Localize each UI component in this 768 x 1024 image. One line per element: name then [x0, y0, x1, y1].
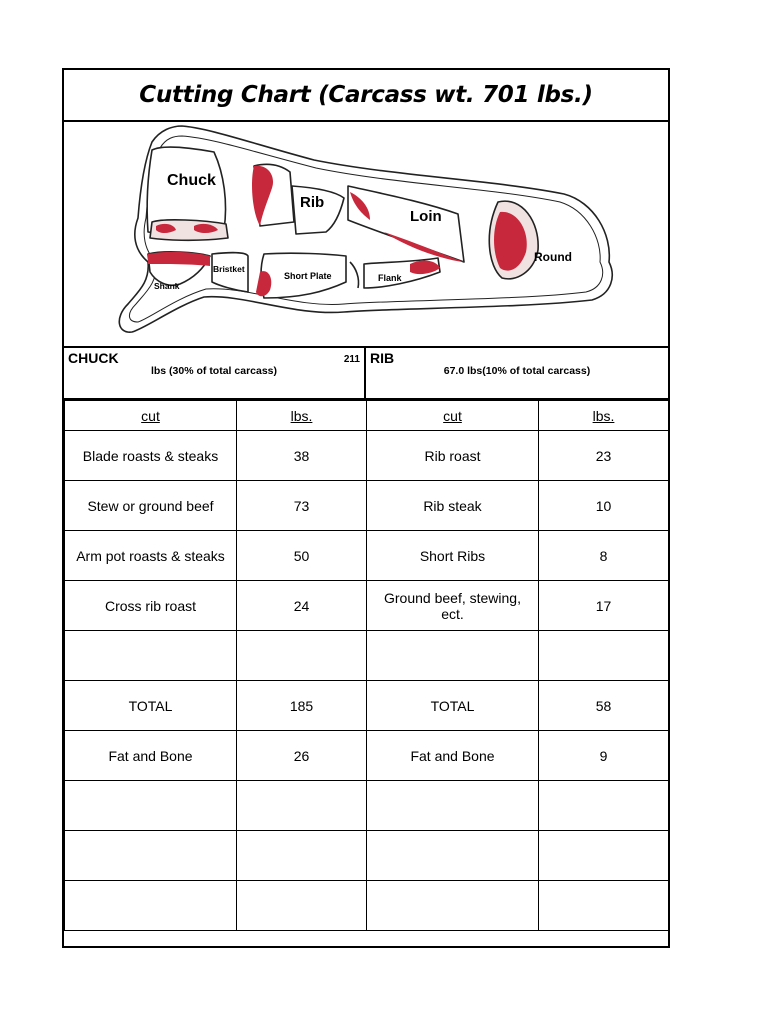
table-row	[367, 481, 669, 531]
lbs-cell: 50	[237, 531, 367, 581]
carcass-illustration	[64, 122, 668, 346]
loin-cut	[348, 186, 464, 262]
table-row	[65, 431, 367, 481]
table-row	[367, 581, 669, 631]
table-row	[65, 731, 367, 781]
cut-cell	[367, 881, 539, 931]
lbs-cell	[237, 831, 367, 881]
lbs-cell: 17	[539, 581, 669, 631]
cut-cell	[65, 631, 237, 681]
label-shank: Shank	[154, 281, 180, 291]
chuck-section-name: CHUCK	[68, 350, 119, 366]
title-row	[64, 70, 668, 122]
lbs-cell: 8	[539, 531, 669, 581]
table-row	[367, 631, 669, 681]
table-row	[65, 581, 367, 631]
table-row	[367, 881, 669, 931]
column-header-cut: cut	[367, 401, 539, 431]
label-short-plate: Short Plate	[284, 271, 332, 281]
chuck-table	[64, 400, 367, 931]
lbs-cell: 73	[237, 481, 367, 531]
cut-cell: TOTAL	[367, 681, 539, 731]
lbs-cell	[539, 881, 669, 931]
lbs-cell	[237, 781, 367, 831]
lbs-cell: 10	[539, 481, 669, 531]
column-header-lbs: lbs.	[539, 401, 669, 431]
rib-section-name: RIB	[370, 350, 395, 366]
cut-cell	[367, 831, 539, 881]
cutting-chart-sheet	[62, 68, 670, 948]
lbs-cell: 38	[237, 431, 367, 481]
cut-cell: Blade roasts & steaks	[65, 431, 237, 481]
cut-cell	[367, 781, 539, 831]
label-flank: Flank	[378, 273, 402, 283]
lbs-cell: 185	[237, 681, 367, 731]
cut-cell	[65, 831, 237, 881]
cut-cell	[65, 781, 237, 831]
cut-cell: Fat and Bone	[65, 731, 237, 781]
lbs-cell: 24	[237, 581, 367, 631]
label-round: Round	[534, 250, 572, 264]
table-row	[65, 631, 367, 681]
carcass-diagram	[64, 122, 668, 348]
cut-cell: Arm pot roasts & steaks	[65, 531, 237, 581]
cut-cell: Rib steak	[367, 481, 539, 531]
rib-section-note: 67.0 lbs(10% of total carcass)	[443, 365, 591, 377]
chuck-section-weight: 211	[343, 354, 360, 365]
table-row	[367, 731, 669, 781]
lbs-cell: 58	[539, 681, 669, 731]
label-loin: Loin	[410, 208, 442, 225]
table-row	[65, 881, 367, 931]
table-row	[65, 831, 367, 881]
table-row	[367, 781, 669, 831]
page-title: Cutting Chart (Carcass wt. 701 lbs.)	[139, 82, 593, 108]
cut-cell	[367, 631, 539, 681]
rib-section-header	[366, 348, 668, 400]
label-chuck: Chuck	[167, 172, 216, 189]
lbs-cell	[237, 881, 367, 931]
label-brisket: Bristket	[213, 264, 245, 274]
column-header-lbs: lbs.	[237, 401, 367, 431]
cut-cell: Stew or ground beef	[65, 481, 237, 531]
cut-cell: Ground beef, stewing, ect.	[367, 581, 539, 631]
table-row	[65, 481, 367, 531]
cut-cell: Short Ribs	[367, 531, 539, 581]
table-row	[367, 831, 669, 881]
rib-table	[366, 400, 669, 931]
lbs-cell	[539, 781, 669, 831]
lbs-cell: 23	[539, 431, 669, 481]
chuck-section-note: lbs (30% of total carcass)	[150, 365, 278, 377]
table-row	[367, 531, 669, 581]
lbs-cell	[539, 831, 669, 881]
table-row	[367, 681, 669, 731]
table-header-row	[367, 401, 669, 431]
column-header-cut: cut	[65, 401, 237, 431]
lbs-cell	[237, 631, 367, 681]
lbs-cell: 26	[237, 731, 367, 781]
lbs-cell: 9	[539, 731, 669, 781]
table-row	[65, 781, 367, 831]
cut-cell: Fat and Bone	[367, 731, 539, 781]
lbs-cell	[539, 631, 669, 681]
cut-cell: Rib roast	[367, 431, 539, 481]
table-row	[65, 531, 367, 581]
cut-cell: TOTAL	[65, 681, 237, 731]
cut-cell	[65, 881, 237, 931]
cut-cell: Cross rib roast	[65, 581, 237, 631]
label-rib: Rib	[300, 194, 325, 211]
table-row	[367, 431, 669, 481]
chuck-section-header	[64, 348, 366, 400]
table-header-row	[65, 401, 367, 431]
table-row	[65, 681, 367, 731]
